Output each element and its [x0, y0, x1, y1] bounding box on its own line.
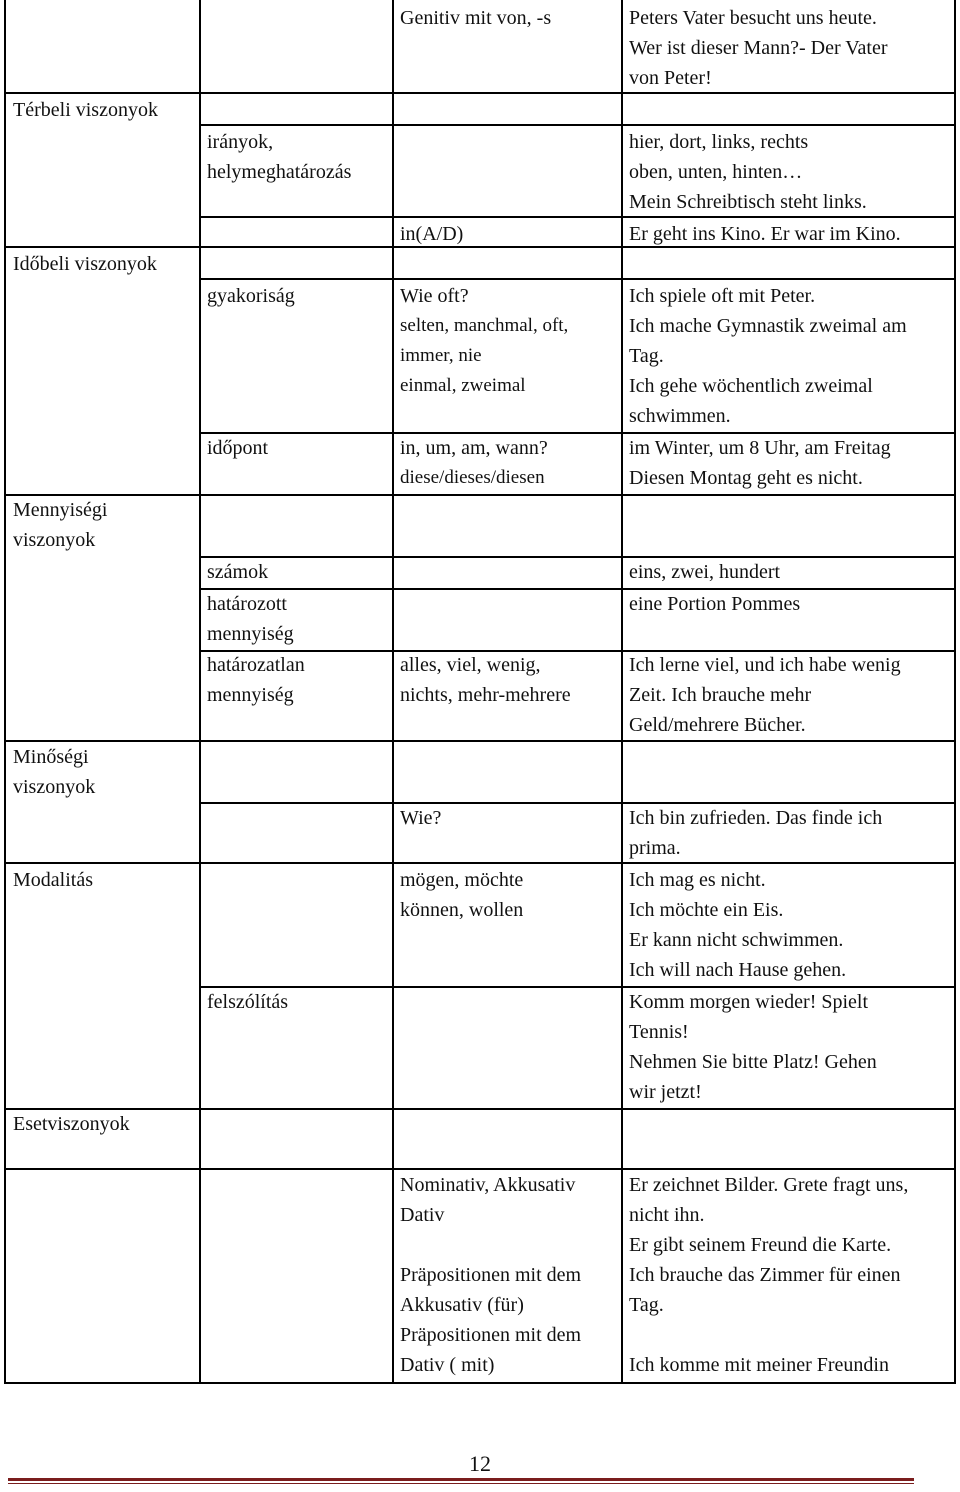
row-line: [6, 1108, 954, 1110]
cell-example: Ich spiele oft mit Peter. Ich mache Gymnastik zweimal am Tag. Ich gehe wöchentlich zweimal schwimmen.: [629, 285, 907, 427]
cell-example: Ich mag es nicht. Ich möchte ein Eis. Er kann nicht schwimmen. Ich will nach Hause gehen.: [629, 869, 847, 981]
col-divider-2: [392, 0, 394, 1384]
col-divider-1: [199, 0, 201, 1384]
cell-grammar: in(A/D): [400, 223, 464, 245]
category-label: Mennyiségi viszonyok: [13, 499, 108, 551]
row-line: [199, 556, 954, 558]
cell-example: Peters Vater besucht uns heute. Wer ist dieser Mann?- Der Vater von Peter!: [629, 7, 888, 89]
cell-example: Komm morgen wieder! Spielt Tennis! Nehmen Sie bitte Platz! Gehen wir jetzt!: [629, 991, 877, 1103]
footer-rule: [8, 1478, 914, 1481]
cell-example: hier, dort, links, rechts oben, unten, hinten… Mein Schreibtisch steht links.: [629, 131, 867, 213]
cell-example: eins, zwei, hundert: [629, 561, 781, 583]
category-label: Modalitás: [13, 869, 93, 891]
row-line: [6, 494, 954, 496]
cell-grammar: mögen, möchte können, wollen: [400, 869, 524, 921]
subcategory-label: időpont: [207, 437, 269, 459]
subcategory-label: határozatlan mennyiség: [207, 654, 305, 706]
cell-example: im Winter, um 8 Uhr, am Freitag Diesen Montag geht es nicht.: [629, 437, 891, 489]
cell-example: Er zeichnet Bilder. Grete fragt uns, nicht ihn. Er gibt seinem Freund die Karte. Ich brauche das Zimmer für einen Tag. Ich komme mit meiner Freundin: [629, 1174, 909, 1376]
subcategory-label: határozott mennyiség: [207, 593, 294, 645]
category-label: Minőségi viszonyok: [13, 746, 96, 798]
cell-example: Ich bin zufrieden. Das finde ich prima.: [629, 807, 883, 859]
cell-grammar: alles, viel, wenig, nichts, mehr-mehrere: [400, 654, 571, 706]
cell-grammar: Genitiv mit von, -s: [400, 7, 552, 29]
cell-grammar-list: diese/dieses/diesen: [400, 467, 545, 488]
row-line: [199, 124, 954, 126]
subcategory-label: gyakoriság: [207, 285, 295, 307]
row-line: [199, 278, 954, 280]
cell-grammar: Wie?: [400, 807, 442, 829]
cell-example: Er geht ins Kino. Er war im Kino.: [629, 223, 901, 245]
row-line: [6, 740, 954, 742]
subcategory-label: számok: [207, 561, 269, 583]
category-label: Esetviszonyok: [13, 1113, 130, 1135]
cell-example: Ich lerne viel, und ich habe wenig Zeit. Ich brauche mehr Geld/mehrere Bücher.: [629, 654, 901, 736]
subcategory-label: irányok, helymeghatározás: [207, 131, 352, 183]
cell-example: eine Portion Pommes: [629, 593, 801, 615]
row-line: [199, 588, 954, 590]
grammar-table: [4, 0, 956, 1384]
cell-grammar: Wie oft?: [400, 285, 469, 307]
footer-rule-thin: [8, 1483, 914, 1484]
col-divider-3: [621, 0, 623, 1384]
page-number: 12: [469, 1451, 491, 1476]
subcategory-label: felszólítás: [207, 991, 289, 1013]
cell-grammar: Nominativ, Akkusativ Dativ Präpositionen mit dem Akkusativ (für) Präpositionen mit dem Dativ ( mit): [400, 1174, 582, 1376]
cell-grammar-list: selten, manchmal, oft, immer, nie einmal, zweimal: [400, 315, 569, 396]
cell-grammar: in, um, am, wann?: [400, 437, 548, 459]
category-label: Időbeli viszonyok: [13, 253, 157, 275]
category-label: Térbeli viszonyok: [13, 99, 158, 121]
